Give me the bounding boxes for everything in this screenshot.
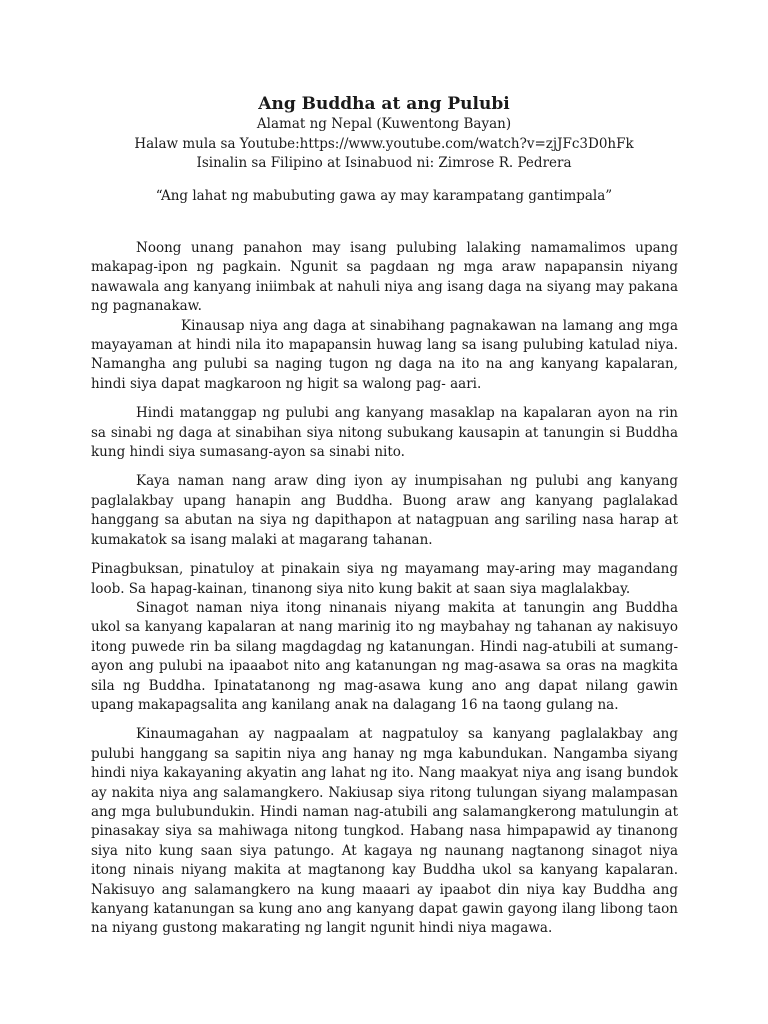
paragraph-1: Noong unang panahon may isang pulubing lalaking namamalimos upang makapag-ipon ng pagkain. Ngunit sa pagdaan ng mga araw napapansin niyang nawawala ang kanyang iniimbak at nahuli niya ang isang daga na siyang may pakana ng pagnanakaw. [91, 240, 678, 315]
document-subtitle: Alamat ng Nepal (Kuwentong Bayan) [256, 116, 512, 132]
document-source: Halaw mula sa Youtube:https://www.youtube.com/watch?v=zjJFc3D0hFk [134, 135, 634, 152]
document-header [0, 93, 768, 174]
paragraph-2: Kinausap niya ang daga at sinabihang pagnakawan na lamang ang mga mayayaman at hindi nila ito mapapansin huwag lang sa isang pulubing katulad niya. Namangha ang pulubi sa naging tugon ng daga na ito na ang kanyang kapalaran, hindi siya dapat magkaroon ng higit sa walong pag- aari. [91, 317, 678, 392]
document-title: Ang Buddha at ang Pulubi [258, 94, 510, 114]
document-body [91, 239, 678, 949]
paragraph-7: Kinaumagahan ay nagpaalam at nagpatuloy sa kanyang paglalakbay ang pulubi hanggang sa sapitin niya ang hanay ng mga kabundukan. Nangamba siyang hindi niya kakayaning akyatin ang lahat ng ito. Nang maakyat niya ang isang bundok ay nakita niya ang salamangkero. Nakiusap siya ritong tulungan siyang malampasan ang mga bulubundukin. Hindi naman nag-atubili ang salamangkerong matulungin at pinasakay siya sa mahiwaga nitong tungkod. Habang nasa himpapawid ay tinanong siya nito kung saan siya patungo. At kagaya ng naunang nagtanong sinagot niya itong ninais niyang makita at magtanong kay Buddha ukol sa kanyang kapalaran. Nakisuyo ang salamangkero na kung maaari ay ipaabot din niya kay Buddha ang kanyang katanungan sa kung ano ang kanyang dapat gawin gayong ilang libong taon na niyang gustong makarating ng langit ngunit hindi niya magawa. [91, 726, 678, 937]
document-credit: Isinalin sa Filipino at Isinabuod ni: Zimrose R. Pedrera [196, 155, 572, 171]
paragraph-5: Pinagbuksan, pinatuloy at pinakain siya ng mayamang may-aring may magandang loob. Sa hapag-kainan, tinanong siya nito kung bakit at saan siya maglalakbay. [91, 561, 678, 597]
document-quote: “Ang lahat ng mabubuting gawa ay may karampatang gantimpala” [155, 188, 613, 204]
paragraph-6: Sinagot naman niya itong ninanais niyang makita at tanungin ang Buddha ukol sa kanyang kapalaran at nang marinig ito ng maybahay ng tahanan ay nakisuyo itong puwede rin ba silang magdagdag ng katanungan. Hindi nag-atubili at sumang-ayon ang pulubi na ipaaabot nito ang katanungan ng mag-asawa sa oras na magkita sila ng Buddha. Ipinatatanong ng mag-asawa kung ano ang dapat nilang gawin upang makapagsalita ang kanilang anak na dalagang 16 na taong gulang na. [91, 599, 678, 713]
paragraph-3: Hindi matanggap ng pulubi ang kanyang masaklap na kapalaran ayon na rin sa sinabi ng daga at sinabihan siya nitong subukang kausapin at tanungin si Buddha kung hindi siya sumasang-ayon sa sinabi nito. [91, 405, 678, 461]
paragraph-4: Kaya naman nang araw ding iyon ay inumpisahan ng pulubi ang kanyang paglalakbay upang hanapin ang Buddha. Buong araw ang kanyang paglalakad hanggang sa abutan na siya ng dapithapon at natagpuan ang sariling nasa harap at kumakatok sa isang malaki at magarang tahanan. [91, 473, 678, 548]
